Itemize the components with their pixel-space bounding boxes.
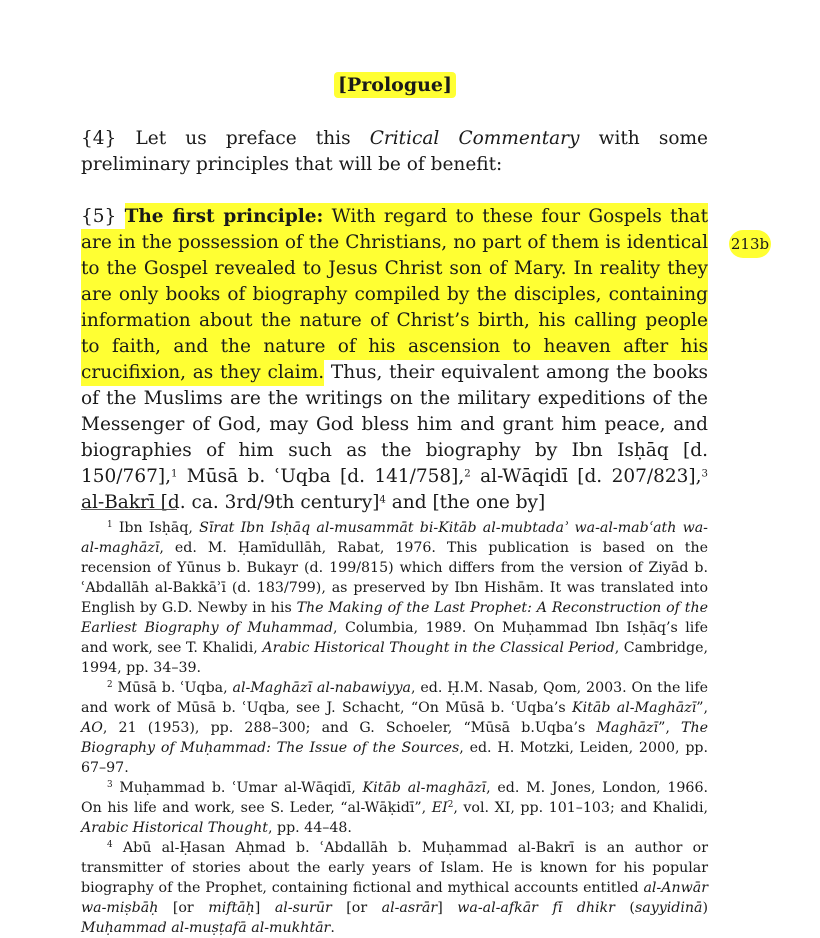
text-run: Thus, their equivalent among the books of the Muslims are the writings on the military expeditions of the Messenger of God, may God bless him and grant him peace, and biographies of him such as the biography by Ibn Isḥāq [d. 150/767], <box>81 362 708 487</box>
italic-title: al-Maghāzī al-nabawiyya <box>232 680 411 696</box>
text-run: , Columbia, 1989. On Muḥammad Ibn Isḥāq’s life and work, see T. Khalidi, <box>81 620 708 656</box>
text-run: ] <box>437 900 458 916</box>
footnote-number: 1 <box>107 520 113 531</box>
italic-title: al-surūr <box>274 900 332 916</box>
highlighted-text: With regard to these four Gospels that are in the possession of the Christians, no part of them is identical to the Gospel revealed to Jesus Christ son of Mary. In reality they are only books of biography compiled by the disciples, containing information about the nature of Christ’s birth, his calling people to faith, and the nature of his ascension to heaven after his crucifixion, as they claim. <box>81 206 708 383</box>
text-run: , vol. XI, pp. 101–103; and Khalidi, <box>453 800 709 816</box>
footnote-ref-1[interactable]: 1 <box>170 468 178 480</box>
footnote-number: 4 <box>107 840 113 851</box>
italic-title: miftāḥ <box>208 900 255 916</box>
text-run: Abū al-Ḥasan Aḥmad b. ʿAbdallāh b. Muḥammad al-Bakrī is an author or transmitter of stories about the early years of Islam. He is known for his popular biography of the Prophet, containing fictional and mythical accounts entitled <box>81 840 708 896</box>
text-run: , ed. M. Ḥamīdullāh, Rabat, 1976. This publication is based on the recension of Yūnus b. Bukayr (d. 199/815) which differs from the version of Ziyād b. ʿAbdallāh al-Bakkāʾī (d. 183/799), as preserved by Ibn Hishām. It was translated into English by G.D. Newby in his <box>81 540 708 616</box>
text-run: Mūsā b. ʿUqba, <box>112 680 233 696</box>
text-run: [or <box>158 900 209 916</box>
paragraph-number: {4} <box>81 128 117 149</box>
text-run: Let us preface this <box>116 128 370 149</box>
italic-title: al-Anwār wa-miṣbāḥ <box>81 880 708 916</box>
italic-title: Arabic Historical Thought in the Classical Period <box>262 640 615 656</box>
italic-title: Kitāb al-maghāzī <box>362 780 487 796</box>
text-run: ”, <box>658 720 681 736</box>
text-run: , 21 (1953), pp. 288–300; and G. Schoeler, “Mūsā b.Uqba’s <box>102 720 597 736</box>
text-run: al-Wāqidī [d. 207/823], <box>470 466 702 487</box>
italic-title: Muḥammad al-muṣṭafā al-mukhtār <box>81 920 331 936</box>
text-run: Muḥammad b. ʿUmar al-Wāqidī, <box>112 780 363 796</box>
paragraph-4 <box>81 126 708 178</box>
text-run: ) <box>702 900 709 916</box>
footnotes <box>81 518 708 938</box>
italic-title: The Making of the Last Prophet: A Reconstruction of the Earliest Biography of Muhammad <box>81 600 708 636</box>
italic-title: Critical Commentary <box>369 128 580 149</box>
italic-title: Kitāb al-Maghāzī <box>572 700 697 716</box>
italic-title: AO <box>81 720 103 736</box>
text-run: Mūsā b. ʿUqba [d. 141/758], <box>177 466 465 487</box>
footnote-1 <box>81 518 708 678</box>
footnote-4 <box>81 838 708 938</box>
italic-title: al-asrār <box>381 900 438 916</box>
text-run: ”, <box>696 700 708 716</box>
italic-title: Maghāzī <box>596 720 659 736</box>
italic-title: wa-al-afkār fī dhikr <box>457 900 615 916</box>
text-run: . <box>330 920 335 936</box>
superscript: 2 <box>447 800 454 811</box>
text-run: and [the one by] <box>385 492 546 513</box>
text-run: ( <box>614 900 635 916</box>
text-run: , ed. H. Motzki, Leiden, 2000, pp. 67–97. <box>81 740 708 776</box>
text-run: ] <box>254 900 275 916</box>
footnote-2 <box>81 678 708 778</box>
highlighted-passage <box>81 203 708 386</box>
footnote-number: 2 <box>107 680 113 691</box>
italic-title: The Biography of Muḥammad: The Issue of the Sources <box>81 720 708 756</box>
footnote-ref-2[interactable]: 2 <box>464 468 471 480</box>
footnote-ref-4[interactable]: 4 <box>379 494 386 506</box>
text-run: , pp. 44–48. <box>267 820 352 836</box>
italic-title: Arabic Historical Thought <box>81 820 268 836</box>
text-run: , ed. Ḥ.M. Nasab, Qom, 2003. On the life and work of Mūsā b. ʿUqba, see J. Schacht, “On Mūsā b. ʿUqba’s <box>81 680 709 716</box>
section-heading <box>0 74 790 96</box>
italic-title: sayyidinā <box>634 900 703 916</box>
italic-title: Sīrat Ibn Isḥāq al-musammāt bi-Kitāb al-mubtadaʾ wa-al-mabʿath wa-al-maghāzī <box>81 520 708 556</box>
footnote-ref-3[interactable]: 3 <box>701 468 708 480</box>
italic-title: EI <box>431 800 448 816</box>
text-run: , Cambridge, 1994, pp. 34–39. <box>81 640 708 676</box>
principle-label: The first principle: <box>124 206 324 227</box>
footnote-number: 3 <box>107 780 113 791</box>
text-run: al-Bakrī [d. ca. 3rd/9th century] <box>81 492 380 513</box>
footnote-3 <box>81 778 708 838</box>
heading-text: [Prologue] <box>334 72 456 98</box>
text-run: Ibn Isḥāq, <box>112 520 200 536</box>
paragraph-number: {5} <box>81 206 117 227</box>
text-run: with some preliminary principles that will be of benefit: <box>81 128 708 175</box>
paragraph-5 <box>81 204 708 516</box>
margin-folio-note: 213b <box>729 230 771 258</box>
text-run: , ed. M. Jones, London, 1966. On his life and work, see S. Leder, “al-Wāḳidī”, <box>81 780 708 816</box>
footnote-divider <box>81 509 177 510</box>
text-run: [or <box>331 900 382 916</box>
